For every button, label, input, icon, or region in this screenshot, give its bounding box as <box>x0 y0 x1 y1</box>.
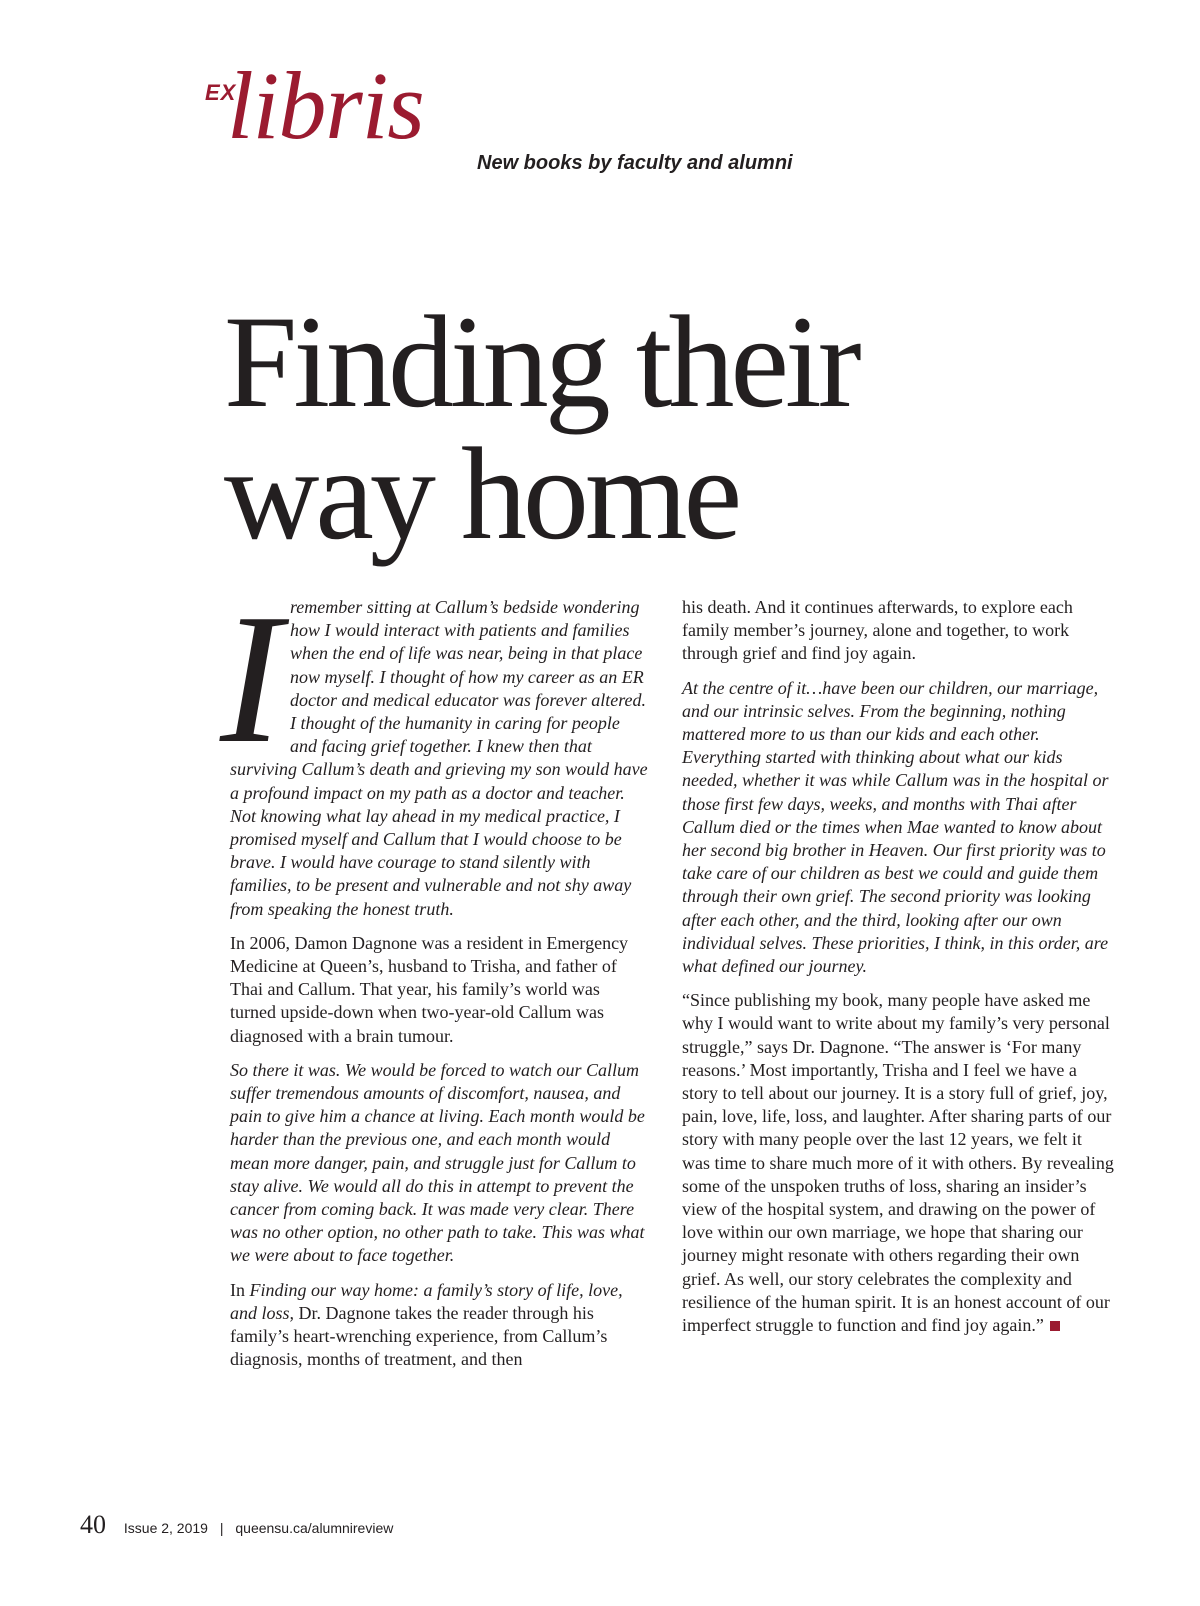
body-paragraph-continued: his death. And it continues afterwards, to explore each family member’s journey, alone and together, to work through grief and find joy again. <box>682 597 1073 664</box>
drop-cap: I <box>220 576 282 782</box>
masthead-tagline: New books by faculty and alumni <box>477 152 793 174</box>
footer-url: queensu.ca/alumnireview <box>235 1520 394 1536</box>
article-headline <box>224 288 1004 567</box>
quote-text: “Since publishing my book, many people have asked me why I would want to write about my family’s very personal struggle,” says Dr. Dagnone. “The answer is ‘For many reasons.’ Most importantly, Trisha and I feel we have a story to tell about our journey. It is a story full of grief, joy, pain, love, life, loss, and laughter. After sharing parts of our story with many people over the last 12 years, we felt it was time to share much more of it with others. By revealing some of the unspoken truths of loss, sharing an insider’s view of the hospital system, and drawing on the power of love within our own marriage, we hope that sharing our journey might resonate with others regarding their own grief. As well, our story celebrates the complexity and resilience of the human spirit. It is an honest account of our imperfect struggle to function and find joy again.” <box>682 990 1114 1336</box>
body-paragraph-book <box>230 1279 650 1372</box>
excerpt-paragraph-1 <box>220 576 650 921</box>
end-mark-icon <box>1050 1321 1060 1331</box>
excerpt-paragraph-2: So there it was. We would be forced to watch our Callum suffer tremendous amounts of discomfort, nausea, and pain to give him a chance at living. Each month would be harder than the previous one, and each month would mean more danger, pain, and struggle just for Callum to stay alive. We would all do this in attempt to prevent the cancer from coming back. It was made very clear. There was no other option, no other path to take. This was what we were about to face together. <box>230 1059 645 1266</box>
page-number: 40 <box>80 1510 106 1539</box>
book-title: Finding our way home: a family’s story of life, love, and loss, <box>230 1279 623 1323</box>
book-pre: In <box>230 1279 250 1300</box>
masthead <box>205 52 1005 190</box>
excerpt-paragraph-3: At the centre of it…have been our children, our marriage, and our intrinsic selves. From the beginning, nothing mattered more to us than our kids and each other. Everything started with thinking about what our kids needed, whether it was while Callum was in the hospital or those first few days, weeks, and months with Thai after Callum died or the times when Mae wanted to know about her second big brother in Heaven. Our first priority was to take care of our children as best we could and guide them through their own grief. The second priority was looking after each other, and the third, looking after our own individual selves. These priorities, I think, in this order, are what defined our journey. <box>682 677 1109 977</box>
right-column <box>682 596 1114 1348</box>
body-paragraph-intro: In 2006, Damon Dagnone was a resident in Emergency Medicine at Queen’s, husband to Trisha, and father of Thai and Callum. That year, his family’s world was turned upside-down when two-year-old Callum was diagnosed with a brain tumour. <box>230 932 629 1046</box>
masthead-libris: libris <box>227 52 424 159</box>
excerpt-paragraph-1-text: remember sitting at Callum’s bedside wondering how I would interact with patients and families when the end of life was near, being in that place now myself. I thought of how my career as an ER doctor and medical educator was forever altered. I thought of the humanity in caring for people and facing grief together. I knew then that surviving Callum’s death and grieving my son would have a profound impact on my path as a doctor and teacher. Not knowing what lay ahead in my medical practice, I promised myself and Callum that I would choose to be brave. I would have courage to stand silently with families, to be present and vulnerable and not shy away from speaking the honest truth. <box>230 597 648 919</box>
body-paragraph-quote <box>682 989 1114 1337</box>
footer-separator: | <box>219 1520 224 1536</box>
issue-label: Issue 2, 2019 <box>123 1520 208 1536</box>
book-post: Dr. Dagnone takes the reader through his family’s heart-wrenching experience, from Callum’s diagnosis, months of treatment, and then <box>230 1302 608 1370</box>
left-column <box>220 576 650 1383</box>
masthead-ex: EX <box>205 80 237 105</box>
headline-line-2: way home <box>224 420 739 567</box>
headline-line-1: Finding their <box>224 288 858 435</box>
page-footer <box>80 1510 393 1540</box>
